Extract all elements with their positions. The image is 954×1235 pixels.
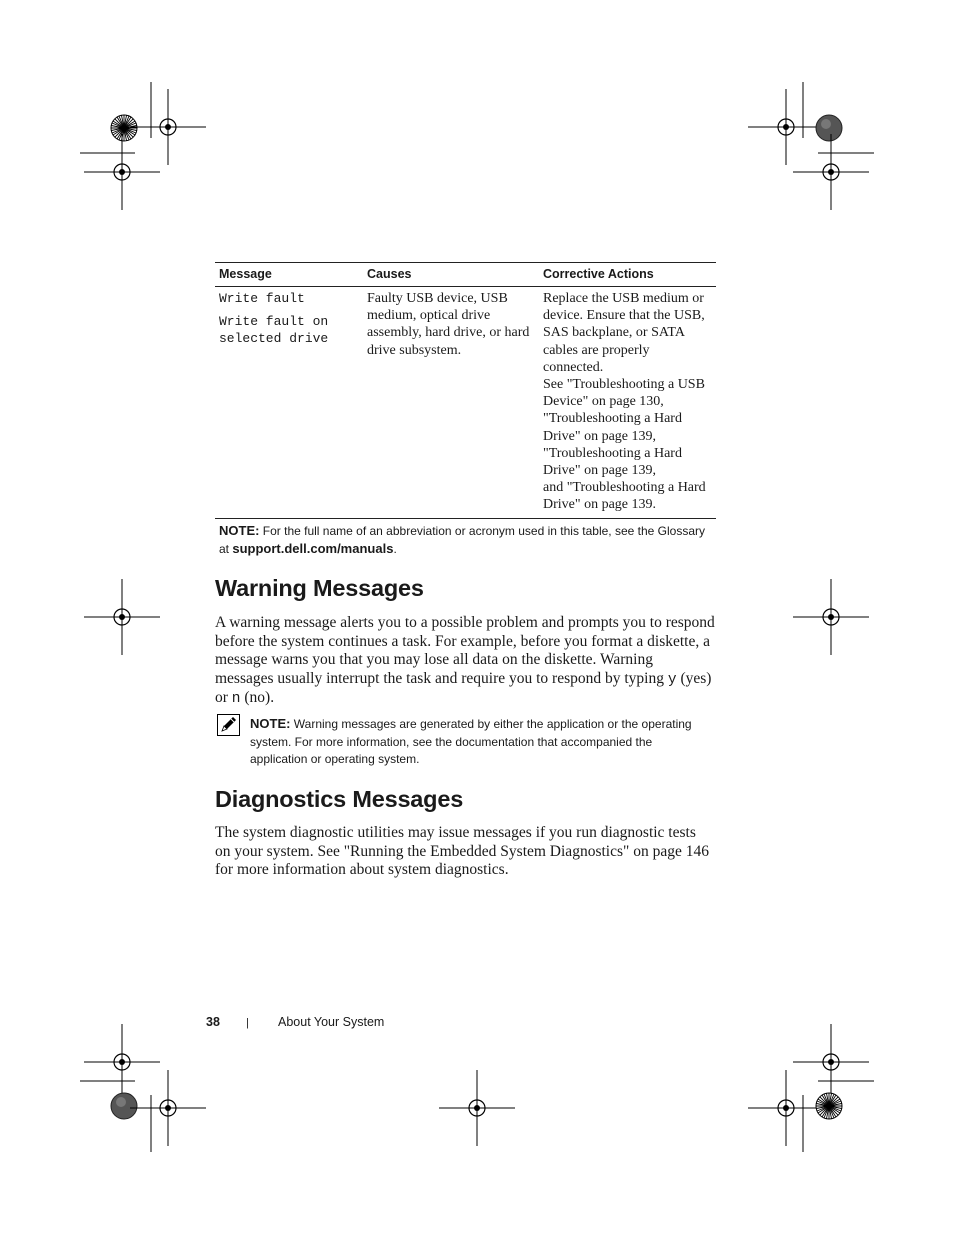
action-line: device. Ensure that the USB,	[543, 308, 705, 324]
action-line: cables are properly	[543, 342, 650, 358]
note-text: Warning messages are generated by either the application or the operating system. For more information, see the documentation that accompanied the application or operating system.	[250, 717, 692, 766]
action-line: Replace the USB medium or	[543, 291, 704, 306]
code-n: n	[231, 691, 241, 708]
footer-separator: |	[246, 1017, 249, 1029]
note-text: For the full name of an abbreviation or acronym used in this table, see the Glossary at	[219, 524, 706, 556]
action-line: and "Troubleshooting a Hard	[543, 480, 706, 496]
warning-text-1: A warning message alerts you to a possible problem and prompts you to respond before the system continues a task. For example, before you format a diskette, a message warns you that you may lose all data on the diskette. Warning messages usually interrupt the task and require you to respond by typing	[215, 614, 715, 687]
warning-text-3: (no).	[240, 689, 275, 707]
message-write-fault: Write fault	[219, 291, 305, 306]
footer-section-title: About Your System	[278, 1015, 385, 1029]
action-line: connected.	[543, 359, 604, 375]
page-number: 38	[206, 1015, 220, 1029]
message-cell	[215, 287, 363, 519]
action-line: SAS backplane, or SATA	[543, 325, 685, 341]
column-header-causes: Causes	[363, 263, 539, 287]
action-line: "Troubleshooting a Hard	[543, 411, 682, 427]
action-line: Drive" on page 139.	[543, 497, 657, 513]
note-pencil-icon	[217, 714, 241, 736]
table-note	[219, 522, 714, 558]
warning-note	[250, 715, 710, 769]
diagnostics-messages-heading: Diagnostics Messages	[215, 786, 464, 812]
warning-text-2: (yes) or	[215, 669, 712, 707]
column-header-corrective-actions: Corrective Actions	[539, 263, 716, 287]
action-line: Device" on page 130,	[543, 394, 664, 410]
warning-messages-heading: Warning Messages	[215, 575, 424, 601]
causes-cell: Faulty USB device, USB medium, optical drive assembly, hard drive, or hard drive subsystem.	[363, 287, 539, 519]
column-header-message: Message	[215, 263, 363, 287]
action-line: Drive" on page 139,	[543, 463, 657, 479]
action-line: Drive" on page 139,	[543, 428, 657, 444]
warning-messages-paragraph	[215, 614, 715, 709]
action-line: "Troubleshooting a Hard	[543, 445, 682, 461]
note-label: NOTE:	[219, 523, 260, 538]
table-header-row	[215, 263, 716, 287]
diagnostics-messages-paragraph: The system diagnostic utilities may issue messages if you run diagnostic tests on your system. See "Running the Embedded System Diagnostics" on page 146 for more information about system diagnostics.	[215, 824, 709, 879]
note-label: NOTE:	[250, 716, 291, 731]
code-y: y	[667, 671, 677, 688]
note-end: .	[393, 542, 397, 556]
support-link[interactable]: support.dell.com/manuals	[232, 541, 394, 556]
corrective-actions-cell	[539, 287, 716, 519]
message-write-fault-on-selected-drive: Write fault on selected drive	[219, 314, 329, 346]
action-line: See "Troubleshooting a USB	[543, 377, 705, 393]
table-row	[215, 287, 716, 519]
error-messages-table	[215, 262, 716, 519]
